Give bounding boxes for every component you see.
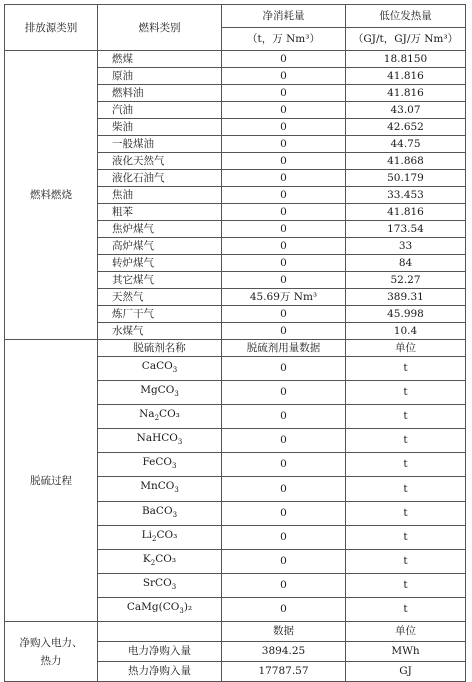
fuel-consumption: 0 bbox=[222, 68, 346, 85]
fuel-consumption: 0 bbox=[222, 323, 346, 340]
header-consumption-unit: （t，万 Nm³） bbox=[222, 28, 346, 51]
fuel-heat: 42.652 bbox=[346, 119, 466, 136]
fuel-name: 液化天然气 bbox=[98, 153, 222, 170]
desulf-name-sub: 3 bbox=[172, 510, 178, 519]
desulf-amount: 0 bbox=[222, 357, 346, 381]
desulf-name-sub: 2 bbox=[154, 414, 160, 423]
desulf-name-main: K bbox=[142, 552, 151, 565]
fuel-consumption: 0 bbox=[222, 170, 346, 187]
fuel-name: 燃煤 bbox=[98, 51, 222, 68]
power-unit: GJ bbox=[346, 662, 466, 682]
fuel-name: 一般煤油 bbox=[98, 136, 222, 153]
desulf-amount: 0 bbox=[222, 525, 346, 549]
desulf-name bbox=[98, 381, 222, 405]
desulf-col-name: 脱硫剂名称 bbox=[98, 340, 222, 357]
desulf-name-tail: CO₃ bbox=[159, 408, 180, 421]
fuel-heat: 41.868 bbox=[346, 153, 466, 170]
desulf-unit: t bbox=[346, 549, 466, 573]
desulf-unit: t bbox=[346, 597, 466, 621]
fuel-name: 汽油 bbox=[98, 102, 222, 119]
desulf-unit: t bbox=[346, 429, 466, 453]
desulf-name-sub: 2 bbox=[150, 558, 156, 567]
desulf-amount: 0 bbox=[222, 381, 346, 405]
header-fuel: 燃料类别 bbox=[98, 5, 222, 51]
fuel-heat: 43.07 bbox=[346, 102, 466, 119]
desulf-name-sub: 3 bbox=[179, 607, 184, 616]
desulf-name-main: FeCO bbox=[142, 456, 173, 469]
desulf-name-main: MgCO bbox=[140, 384, 175, 397]
fuel-heat: 84 bbox=[346, 255, 466, 272]
fuel-heat: 45.998 bbox=[346, 306, 466, 323]
desulf-name bbox=[98, 477, 222, 501]
fuel-consumption: 45.69万 Nm³ bbox=[222, 289, 346, 306]
desulf-amount: 0 bbox=[222, 429, 346, 453]
fuel-consumption: 0 bbox=[222, 255, 346, 272]
desulf-name bbox=[98, 597, 222, 621]
table-row bbox=[5, 51, 466, 68]
fuel-consumption: 0 bbox=[222, 306, 346, 323]
fuel-consumption: 0 bbox=[222, 221, 346, 238]
fuel-heat: 10.4 bbox=[346, 323, 466, 340]
power-name: 电力净购入量 bbox=[98, 642, 222, 662]
section-power-label bbox=[5, 622, 98, 682]
desulf-name-sub: 3 bbox=[177, 438, 183, 447]
fuel-name: 水煤气 bbox=[98, 323, 222, 340]
desulf-unit: t bbox=[346, 405, 466, 429]
desulf-amount: 0 bbox=[222, 477, 346, 501]
fuel-name: 液化石油气 bbox=[98, 170, 222, 187]
desulf-name-main: BaCO bbox=[141, 504, 173, 517]
fuel-heat: 41.816 bbox=[346, 68, 466, 85]
desulf-amount: 0 bbox=[222, 501, 346, 525]
header-source: 排放源类别 bbox=[5, 5, 98, 51]
fuel-consumption: 0 bbox=[222, 119, 346, 136]
desulf-col-unit: 单位 bbox=[346, 340, 466, 357]
desulf-amount: 0 bbox=[222, 597, 346, 621]
desulf-unit: t bbox=[346, 381, 466, 405]
desulf-name-tail: )₂ bbox=[183, 600, 193, 613]
desulf-name bbox=[98, 501, 222, 525]
desulf-unit: t bbox=[346, 525, 466, 549]
desulf-unit: t bbox=[346, 573, 466, 597]
fuel-heat: 41.816 bbox=[346, 204, 466, 221]
section-fuel-label: 燃料燃烧 bbox=[5, 51, 98, 340]
desulf-amount: 0 bbox=[222, 405, 346, 429]
desulf-unit: t bbox=[346, 501, 466, 525]
desulf-name-sub: 3 bbox=[172, 462, 177, 471]
desulf-name bbox=[98, 453, 222, 477]
desulf-name-sub: 3 bbox=[174, 486, 179, 495]
header-heat: 低位发热量 bbox=[346, 5, 466, 28]
section-power-label-line2: 热力 bbox=[40, 654, 62, 667]
desulf-name-main: SrCO bbox=[142, 576, 172, 589]
desulf-name-tail: CO₃ bbox=[156, 528, 178, 541]
fuel-name: 原油 bbox=[98, 68, 222, 85]
fuel-name: 天然气 bbox=[98, 289, 222, 306]
desulf-name bbox=[98, 573, 222, 597]
desulf-name-sub: 3 bbox=[174, 390, 179, 399]
header-consumption: 净消耗量 bbox=[222, 5, 346, 28]
fuel-consumption: 0 bbox=[222, 85, 346, 102]
desulf-name-main: MnCO bbox=[140, 480, 175, 493]
fuel-name: 焦油 bbox=[98, 187, 222, 204]
header-heat-unit: （GJ/t，GJ/万 Nm³） bbox=[346, 28, 466, 51]
fuel-heat: 33.453 bbox=[346, 187, 466, 204]
power-value: 3894.25 bbox=[222, 642, 346, 662]
fuel-heat: 50.179 bbox=[346, 170, 466, 187]
power-name: 热力净购入量 bbox=[98, 662, 222, 682]
fuel-heat: 389.31 bbox=[346, 289, 466, 306]
fuel-heat: 173.54 bbox=[346, 221, 466, 238]
fuel-consumption: 0 bbox=[222, 51, 346, 68]
desulf-name bbox=[98, 549, 222, 573]
desulf-unit: t bbox=[346, 477, 466, 501]
fuel-consumption: 0 bbox=[222, 272, 346, 289]
fuel-consumption: 0 bbox=[222, 238, 346, 255]
fuel-name: 其它煤气 bbox=[98, 272, 222, 289]
fuel-name: 粗苯 bbox=[98, 204, 222, 221]
desulf-name-sub: 3 bbox=[171, 582, 177, 591]
desulf-name bbox=[98, 405, 222, 429]
power-value: 17787.57 bbox=[222, 662, 346, 682]
fuel-consumption: 0 bbox=[222, 204, 346, 221]
desulf-header-row bbox=[5, 340, 466, 357]
fuel-heat: 33 bbox=[346, 238, 466, 255]
fuel-heat: 41.816 bbox=[346, 85, 466, 102]
power-unit: MWh bbox=[346, 642, 466, 662]
fuel-name: 转炉煤气 bbox=[98, 255, 222, 272]
fuel-consumption: 0 bbox=[222, 187, 346, 204]
fuel-consumption: 0 bbox=[222, 153, 346, 170]
desulf-name-main: CaCO bbox=[141, 360, 173, 372]
desulf-name-sub: 2 bbox=[152, 534, 157, 543]
emission-table bbox=[4, 4, 466, 682]
fuel-name: 柴油 bbox=[98, 119, 222, 136]
desulf-name-main: CaMg(CO bbox=[126, 600, 180, 613]
desulf-name bbox=[98, 429, 222, 453]
power-col-blank bbox=[98, 622, 222, 642]
fuel-heat: 44.75 bbox=[346, 136, 466, 153]
fuel-name: 焦炉煤气 bbox=[98, 221, 222, 238]
desulf-name-sub: 3 bbox=[172, 366, 178, 375]
desulf-amount: 0 bbox=[222, 453, 346, 477]
desulf-col-amount: 脱硫剂用量数据 bbox=[222, 340, 346, 357]
desulf-name-main: NaHCO bbox=[136, 432, 178, 445]
section-desulf-label: 脱硫过程 bbox=[5, 340, 98, 622]
fuel-heat: 18.8150 bbox=[346, 51, 466, 68]
fuel-name: 炼厂干气 bbox=[98, 306, 222, 323]
desulf-name-main: Li bbox=[141, 528, 152, 541]
fuel-consumption: 0 bbox=[222, 136, 346, 153]
desulf-amount: 0 bbox=[222, 549, 346, 573]
desulf-name bbox=[98, 357, 222, 381]
desulf-name-tail: CO₃ bbox=[155, 552, 177, 565]
fuel-name: 高炉煤气 bbox=[98, 238, 222, 255]
desulf-amount: 0 bbox=[222, 573, 346, 597]
fuel-heat: 52.27 bbox=[346, 272, 466, 289]
power-col-unit: 单位 bbox=[346, 622, 466, 642]
desulf-name bbox=[98, 525, 222, 549]
desulf-unit: t bbox=[346, 357, 466, 381]
section-power-label-line1: 净购入电力、 bbox=[19, 636, 83, 649]
power-header-row bbox=[5, 622, 466, 642]
fuel-name: 燃料油 bbox=[98, 85, 222, 102]
fuel-consumption: 0 bbox=[222, 102, 346, 119]
desulf-unit: t bbox=[346, 453, 466, 477]
desulf-name-main: Na bbox=[139, 408, 155, 421]
power-col-data: 数据 bbox=[222, 622, 346, 642]
